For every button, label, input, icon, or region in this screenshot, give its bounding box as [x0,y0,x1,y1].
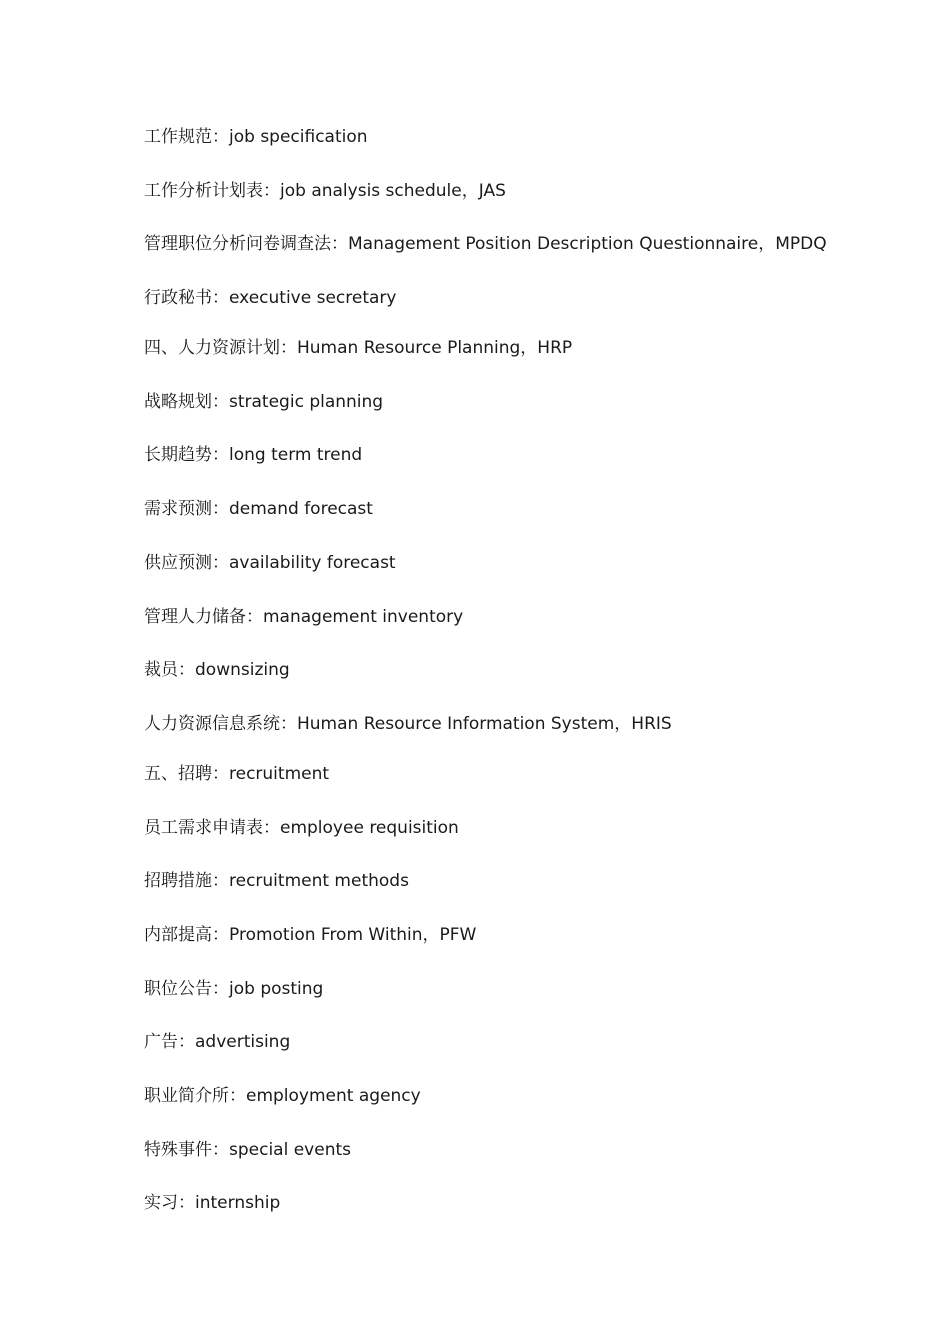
term-chinese: 人力资源信息系统： [144,713,297,734]
glossary-list [144,124,904,1244]
glossary-entry [144,1083,904,1137]
glossary-entry [144,178,904,232]
glossary-entry [144,550,904,604]
term-english: employee requisition [280,817,459,838]
glossary-entry [144,815,904,869]
glossary-entry [144,711,904,761]
term-chinese: 工作规范： [144,127,229,147]
term-english: internship [195,1193,281,1214]
term-english: long term trend [229,445,363,466]
term-chinese: 招聘措施： [144,871,229,892]
glossary-entry [144,1029,904,1083]
term-chinese: 广告： [144,1032,195,1053]
term-chinese: 管理职位分析问卷调查法： [144,234,348,255]
term-chinese: 内部提高： [144,924,229,945]
term-chinese: 实习： [144,1193,195,1214]
glossary-entry [144,868,904,922]
term-chinese: 四、人力资源计划： [144,338,297,359]
term-english: Promotion From Within，PFW [229,924,477,945]
term-english: job analysis schedule，JAS [280,180,506,201]
term-chinese: 五、招聘： [144,763,229,784]
term-chinese: 员工需求申请表： [144,817,280,838]
term-english: downsizing [195,660,290,681]
term-chinese: 工作分析计划表： [144,180,280,201]
term-english: availability forecast [229,552,396,573]
glossary-entry [144,389,904,443]
glossary-entry [144,657,904,711]
glossary-entry [144,1190,904,1244]
term-chinese: 管理人力储备： [144,606,263,627]
term-english: executive secretary [229,288,397,309]
term-english: special events [229,1139,351,1160]
term-english: demand forecast [229,499,373,520]
term-english: strategic planning [229,391,384,412]
glossary-entry [144,1137,904,1191]
term-chinese: 行政秘书： [144,288,229,309]
glossary-entry [144,442,904,496]
term-chinese: 裁员： [144,660,195,681]
glossary-entry [144,285,904,335]
glossary-entry [144,922,904,976]
section-heading [144,761,904,815]
term-english: job posting [229,978,324,999]
term-english: Human Resource Information System，HRIS [297,713,672,734]
term-chinese: 长期趋势： [144,445,229,466]
term-english: recruitment [229,763,330,784]
glossary-entry [144,496,904,550]
term-chinese: 战略规划： [144,391,229,412]
term-english: recruitment methods [229,871,409,892]
term-chinese: 供应预测： [144,552,229,573]
term-english: Human Resource Planning，HRP [297,338,573,359]
glossary-entry [144,604,904,658]
term-chinese: 职位公告： [144,978,229,999]
section-heading [144,335,904,389]
term-english: job specification [229,127,368,147]
term-chinese: 特殊事件： [144,1139,229,1160]
term-english: Management Position Description Questionnaire，MPDQ [348,234,827,255]
glossary-entry [144,231,904,285]
glossary-entry [144,124,904,178]
glossary-entry [144,976,904,1030]
term-english: employment agency [246,1086,421,1106]
term-english: management inventory [263,606,464,627]
term-chinese: 职业简介所： [144,1086,246,1106]
term-english: advertising [195,1032,291,1053]
term-chinese: 需求预测： [144,499,229,520]
